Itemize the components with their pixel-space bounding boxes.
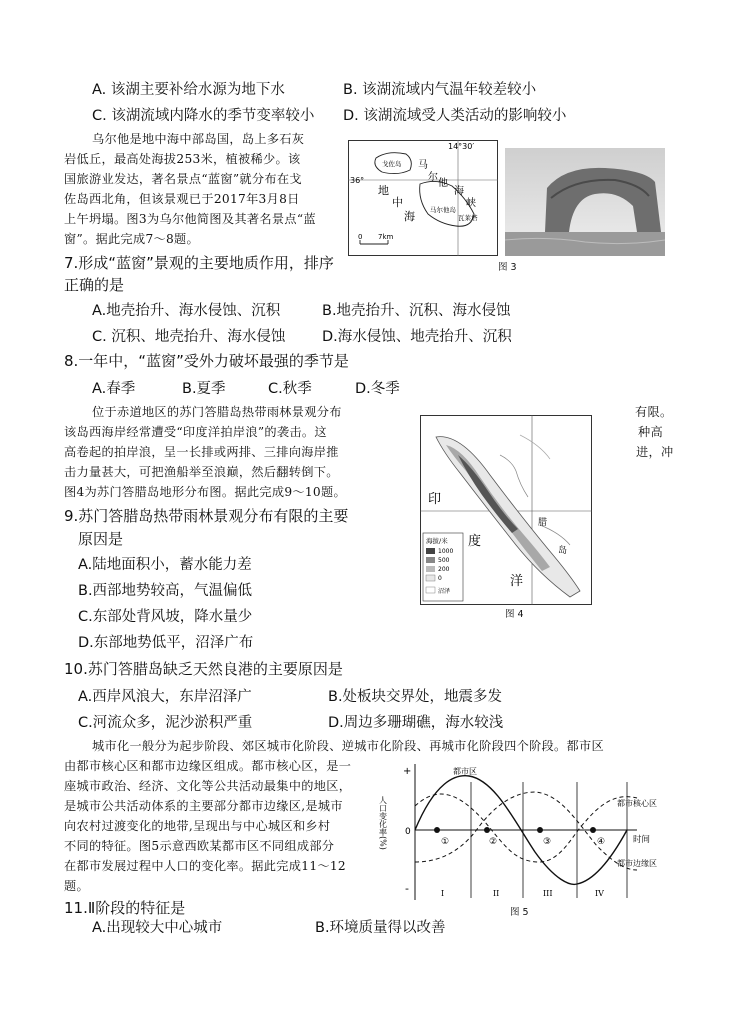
legend-0: 0 (438, 575, 442, 582)
urban-passage-line: 是城市公共活动体系的主要部分都市边缘区,是城市 (64, 799, 343, 813)
q7-stem: 正确的是 (64, 276, 125, 294)
blue-window-photo (505, 148, 665, 256)
scale-zero-label: 0 (358, 233, 363, 241)
urban-passage-line: 向农村过渡变化的地带,呈现出与中心城区和乡村 (64, 819, 331, 833)
sumatra-passage-line: 高卷起的拍岸浪，呈一长排或两排、三排向海岸推 (64, 445, 339, 459)
map-label-du: 度 (468, 534, 482, 549)
point-1-label: ① (441, 837, 450, 847)
q10-option-a: A.西岸风浪大，东岸沼泽广 (78, 689, 252, 705)
map-lat-label: 36° (350, 176, 365, 185)
malta-map (348, 140, 498, 256)
q7-option-c: C. 沉积、地壳抬升、海水侵蚀 (92, 329, 286, 345)
stage-3-label: III (543, 889, 553, 898)
malta-passage-line: 佐岛西北角，但该景观已于2017年3月8日 (64, 192, 300, 206)
edge-label: 都市边缘区 (617, 859, 657, 868)
y-axis-label: 人口变化率(%) (378, 796, 388, 850)
stage-1-label: I (441, 889, 445, 898)
q9-option-c: C.东部处背风坡，降水量少 (78, 609, 253, 625)
stage-2-label: II (493, 889, 500, 898)
point-3-label: ③ (543, 837, 552, 847)
legend-1000: 1000 (438, 548, 454, 555)
q7-option-b: B.地壳抬升、沉积、海水侵蚀 (322, 303, 511, 319)
prev-option-a: A. 该湖主要补给水源为地下水 (92, 82, 285, 98)
map-label-dao: 岛 (558, 546, 568, 556)
map-strait-label: 他 (438, 178, 448, 189)
q10-option-d: D.周边多珊瑚礁，海水较浅 (328, 715, 504, 731)
map-sea-label: 地 (378, 184, 389, 197)
malta-passage-line: 乌尔他是地中海中部岛国，岛上多石灰 (92, 132, 305, 146)
scale-km-label: 7km (378, 233, 394, 241)
map-strait-label: 马 (418, 160, 428, 171)
q10-option-c: C.河流众多，泥沙淤积严重 (78, 715, 253, 731)
urban-passage-line: 题。 (64, 879, 89, 893)
q9-option-a: A.陆地面积小，蓄水能力差 (78, 557, 252, 573)
sumatra-passage-line: 图4为苏门答腊岛地形分布图。据此完成9～10题。 (64, 485, 346, 499)
q11-option-a: A.出现较大中心城市 (92, 920, 223, 936)
sumatra-passage-line: 位于赤道地区的苏门答腊岛热带雨林景观分布 (92, 405, 342, 419)
malta-passage-line: 国旅游业发达，著名景点“蓝窗”就分布在戈 (64, 172, 302, 186)
q11-stem: 11.Ⅱ阶段的特征是 (64, 899, 186, 917)
q7-option-a: A.地壳抬升、海水侵蚀、沉积 (92, 303, 281, 319)
urban-passage-line: 座城市政治、经济、文化等公共活动最集中的地区， (64, 779, 352, 793)
point-3-marker (537, 827, 543, 833)
q10-stem: 10.苏门答腊岛缺乏天然良港的主要原因是 (64, 660, 343, 678)
zero-label: 0 (405, 827, 411, 837)
q7-stem: 7.形成“蓝窗”景观的主要地质作用，排序 (64, 254, 334, 272)
map-sea-label: 海 (404, 210, 415, 223)
population-change-graph (365, 762, 675, 902)
q8-option-d: D.冬季 (355, 381, 400, 397)
q9-option-d: D.东部地势低平，沼泽广布 (78, 635, 254, 651)
q9-stem: 9.苏门答腊岛热带雨林景观分布有限的主要 (64, 507, 349, 525)
core-label: 都市核心区 (617, 799, 657, 808)
map-strait-label: 海 (454, 186, 464, 197)
y-plus-label: + (403, 766, 412, 777)
q9-stem: 原因是 (78, 530, 124, 548)
map-strait-label: 尔 (428, 172, 438, 183)
sumatra-passage-line: 种高 (638, 425, 663, 439)
point-4-label: ④ (597, 837, 606, 847)
legend-swamp: 沼泽 (438, 588, 451, 595)
map-label-yang: 洋 (510, 574, 524, 589)
malta-passage-line: 窗”。据此完成7～8题。 (64, 232, 200, 246)
q11-option-b: B.环境质量得以改善 (315, 920, 446, 936)
point-2-marker (484, 827, 490, 833)
point-1-marker (434, 827, 440, 833)
sumatra-map (420, 415, 592, 605)
q10-option-b: B.处板块交界处，地震多发 (328, 689, 503, 705)
sumatra-passage-line: 击力量甚大，可把渔船举至浪巅，然后翻转倒下。 (64, 465, 339, 479)
map-sea-label: 中 (392, 196, 403, 209)
urban-passage-line: 由都市核心区和都市边缘区组成。都市核心区，是一 (64, 759, 352, 773)
urban-passage-line: 不同的特征。图5示意西欧某都市区不同组成部分 (64, 839, 335, 853)
y-minus-label: - (405, 882, 409, 895)
figure-3-caption: 图 3 (498, 262, 517, 273)
map-label-yin: 印 (428, 492, 442, 507)
sumatra-passage-line: 该岛西海岸经常遭受“印度洋拍岸浪”的袭击。这 (64, 425, 327, 439)
map-malta-island-label: 马尔他岛 (430, 206, 456, 214)
prev-option-c: C. 该湖流域内降水的季节变率较小 (92, 108, 315, 124)
urban-passage-line: 城市化一般分为起步阶段、郊区城市化阶段、逆城市化阶段、再城市化阶段四个阶段。都市区 (92, 739, 604, 753)
q7-option-d: D.海水侵蚀、地壳抬升、沉积 (322, 329, 512, 345)
malta-passage-line: 岩低丘，最高处海拔253米，植被稀少。该 (64, 152, 301, 166)
map-valletta-label: 瓦莱塔 (458, 214, 478, 222)
map-gozo-label: 戈佐岛 (382, 160, 402, 168)
q8-option-b: B.夏季 (182, 381, 226, 397)
sumatra-passage-line: 进，冲 (636, 445, 674, 459)
sumatra-passage-line: 有限。 (635, 405, 673, 419)
map-label-la: 腊 (538, 518, 548, 528)
metro-label: 都市区 (453, 767, 477, 776)
legend-title: 海拔/米 (426, 537, 448, 545)
prev-option-b: B. 该湖流域内气温年较差较小 (343, 82, 537, 98)
urban-passage-line: 在都市发展过程中人口的变化率。据此完成11～12 (64, 859, 346, 873)
legend-500: 500 (438, 557, 450, 564)
prev-option-d: D. 该湖流域受人类活动的影响较小 (343, 108, 567, 124)
core-curve (415, 794, 637, 862)
q9-option-b: B.西部地势较高，气温偏低 (78, 583, 253, 599)
figure-4-caption: 图 4 (505, 609, 524, 620)
q8-option-c: C.秋季 (268, 381, 312, 397)
time-label: 时间 (633, 835, 651, 845)
map-lon-label: 14°30′ (448, 142, 475, 151)
point-4-marker (590, 827, 596, 833)
malta-passage-line: 上午坍塌。图3为乌尔他简图及其著名景点“蓝 (64, 212, 316, 226)
point-2-label: ② (489, 837, 498, 847)
q8-option-a: A.春季 (92, 381, 136, 397)
legend-200: 200 (438, 566, 450, 573)
figure-5-caption: 图 5 (510, 907, 529, 918)
stage-4-label: IV (595, 889, 604, 898)
q8-stem: 8.一年中，“蓝窗”受外力破坏最强的季节是 (64, 352, 349, 370)
map-strait-label: 峡 (466, 198, 476, 209)
